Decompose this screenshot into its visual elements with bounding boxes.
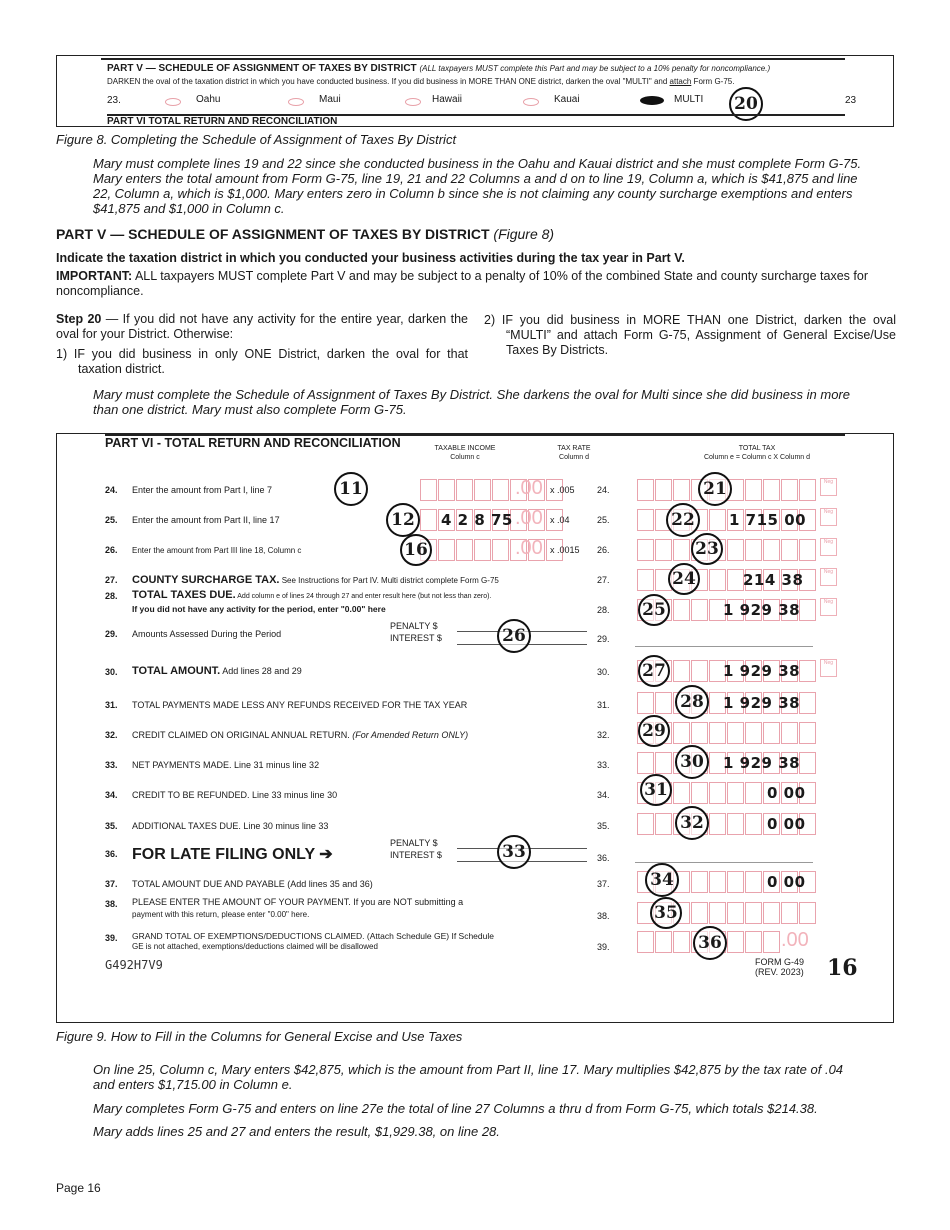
line-36-desc: FOR LATE FILING ONLY ➔ <box>132 846 333 863</box>
line-31-num-right: 31. <box>597 700 610 710</box>
rule <box>635 646 813 647</box>
callout-28: 28 <box>675 685 709 719</box>
line-25-column-c-value: 4 2 8 75 <box>441 511 513 529</box>
part-vi-title: PART VI - TOTAL RETURN AND RECONCILIATION <box>105 436 401 450</box>
line-32-num-right: 32. <box>597 730 610 740</box>
line-32-num: 32. <box>105 730 118 740</box>
rule <box>101 58 845 60</box>
line-35-num-right: 35. <box>597 821 610 831</box>
line-25-cents: .00 <box>515 507 543 529</box>
line-27-num: 27. <box>105 575 118 585</box>
callout-11: 11 <box>334 472 368 506</box>
page-number: Page 16 <box>56 1181 101 1195</box>
line-39-num-right: 39. <box>597 942 610 952</box>
line-38-num-right: 38. <box>597 911 610 921</box>
section-heading: PART V — SCHEDULE OF ASSIGNMENT OF TAXES BY DISTRICT (Figure 8) <box>56 226 555 242</box>
callout-31: 31 <box>640 774 672 806</box>
callout-30: 30 <box>675 745 709 779</box>
step-20-item-2: 2) IF you did business in MORE THAN one District, darken the oval “MULTI” and attach Form G-75, Assignment of General Excise/Use Taxes By Districts. <box>484 313 896 357</box>
part-v-instruction: DARKEN the oval of the taxation district in which you have conducted business. If you did business in MORE THAN ONE district, darken the oval "MULTI" and attach Form G-75. <box>107 77 735 86</box>
callout-27: 27 <box>638 655 670 687</box>
column-c-header: TAXABLE INCOME Column c <box>434 445 496 461</box>
line-37-num: 37. <box>105 879 118 889</box>
callout-26: 26 <box>497 619 531 653</box>
line-39-num: 39. <box>105 933 118 943</box>
kauai-oval[interactable] <box>523 98 539 106</box>
neg-tag: Neg <box>820 659 837 677</box>
line-30-desc: TOTAL AMOUNT. Add lines 28 and 29 <box>132 665 302 677</box>
district-maui: Maui <box>319 94 341 105</box>
line-30-num: 30. <box>105 667 118 677</box>
line-25-num-right: 25. <box>597 515 610 525</box>
line-29-desc: Amounts Assessed During the Period <box>132 629 282 639</box>
multi-oval-filled[interactable] <box>640 96 664 105</box>
figure-8-caption: Figure 8. Completing the Schedule of Assignment of Taxes By District <box>56 132 457 147</box>
callout-29: 29 <box>638 715 670 747</box>
line-24-num: 24. <box>105 485 118 495</box>
line-29-num-right: 29. <box>597 634 610 644</box>
line-25-column-e-value: 1 715 00 <box>729 511 807 529</box>
line-25-desc: Enter the amount from Part II, line 17 <box>132 515 280 525</box>
callout-21: 21 <box>698 472 732 506</box>
line-33-num: 33. <box>105 760 118 770</box>
line-34-desc: CREDIT TO BE REFUNDED. Line 33 minus line 30 <box>132 790 338 800</box>
paragraph-mary-multi: Mary must complete the Schedule of Assignment of Taxes By District. She darkens the oval for Multi since she did business in more than one district. Mary must also complete Form G-75. <box>93 387 850 417</box>
line-33-desc: NET PAYMENTS MADE. Line 31 minus line 32 <box>132 760 320 770</box>
form-barcode-text: G492H7V9 <box>105 958 163 972</box>
line-36-num-right: 36. <box>597 853 610 863</box>
callout-23: 23 <box>691 533 723 565</box>
line-38-desc: PLEASE ENTER THE AMOUNT OF YOUR PAYMENT. If you are NOT submitting a <box>132 897 464 907</box>
line-24-num-right: 24. <box>597 485 610 495</box>
line-27-column-e-value: 214 38 <box>743 571 804 589</box>
important-note: IMPORTANT: ALL taxpayers MUST complete Part V and may be subject to a penalty of 10% of the combined State and county surcharge taxes for noncompliance. <box>56 269 868 298</box>
part-vi-cut-heading: PART VI TOTAL RETURN AND RECONCILIATION <box>107 116 338 127</box>
line-26-column-e-boxes[interactable] <box>637 539 817 561</box>
line-26-rate: x .0015 <box>550 545 580 555</box>
callout-32: 32 <box>675 806 709 840</box>
line-27-desc: COUNTY SURCHARGE TAX. See Instructions for Part IV. Multi district complete Form G-75 <box>132 574 499 586</box>
line-33-num-right: 33. <box>597 760 610 770</box>
line-25-num: 25. <box>105 515 118 525</box>
line-26-num: 26. <box>105 545 118 555</box>
line-38-num: 38. <box>105 899 118 909</box>
line-24-cents: .00 <box>515 477 543 499</box>
line-35-column-e-value: 0 00 <box>767 815 806 833</box>
maui-oval[interactable] <box>288 98 304 106</box>
line-26-cents: .00 <box>515 537 543 559</box>
hawaii-oval[interactable] <box>405 98 421 106</box>
line-29-num: 29. <box>105 629 118 639</box>
neg-tag: Neg <box>820 478 837 496</box>
line-36-num: 36. <box>105 849 118 859</box>
line-28-column-e-value: 1 929 38 <box>723 601 801 619</box>
attach-word: attach <box>669 77 692 86</box>
line-34-column-e-value: 0 00 <box>767 784 806 802</box>
line-32-desc: CREDIT CLAIMED ON ORIGINAL ANNUAL RETURN. (For Amended Return ONLY) <box>132 730 469 740</box>
step-20-item-1: 1) IF you did business in only ONE District, darken the oval for that taxation district. <box>56 347 468 376</box>
callout-16: 16 <box>400 534 432 566</box>
neg-tag: Neg <box>820 508 837 526</box>
line-37-column-e-value: 0 00 <box>767 873 806 891</box>
line-37-num-right: 37. <box>597 879 610 889</box>
line-30-num-right: 30. <box>597 667 610 677</box>
district-hawaii: Hawaii <box>432 94 463 105</box>
line-39-desc: GRAND TOTAL OF EXEMPTIONS/DEDUCTIONS CLAIMED. (Attach Schedule GE) If Schedule <box>132 931 494 941</box>
line-28-desc-2: If you did not have any activity for the period, enter "0.00" here <box>132 604 386 614</box>
figure-9-form-image <box>56 433 894 1023</box>
line-34-num-right: 34. <box>597 790 610 800</box>
line-26-num-right: 26. <box>597 545 610 555</box>
line-26-desc: Enter the amount from Part III line 18, Column c <box>132 546 302 555</box>
line-23-label-right: 23 <box>845 95 857 106</box>
line-39-cents: .00 <box>781 929 809 951</box>
callout-22: 22 <box>666 503 700 537</box>
callout-36: 36 <box>693 926 727 960</box>
paragraph-mary-lines-19-22: Mary must complete lines 19 and 22 since she conducted business in the Oahu and Kauai district and she must complete Form G-75. Mary enters the total amount from Form G-75, line 19, 21 and 22 Columns a and d on to line 19, Column a, which is $41,875 and line 22, Column a, which is $1,000. Mary enters zero in Column b since she is not claiming any county surcharge exemptions and enters $41,875 and $1,000 in Column c. <box>93 156 862 216</box>
line-31-num: 31. <box>105 700 118 710</box>
district-oahu: Oahu <box>196 94 221 105</box>
callout-33: 33 <box>497 835 531 869</box>
line-35-num: 35. <box>105 821 118 831</box>
line-35-desc: ADDITIONAL TAXES DUE. Line 30 minus line 33 <box>132 821 329 831</box>
callout-12: 12 <box>386 503 420 537</box>
callout-34: 34 <box>645 863 679 897</box>
paragraph-line-27: Mary completes Form G-75 and enters on line 27e the total of line 27 Columns a thru d from Form G-75, which totals $214.38. <box>93 1101 818 1116</box>
instruction-bold: Indicate the taxation district in which you conducted your business activities during the tax year in Part V. <box>56 251 685 265</box>
line-31-column-e-value: 1 929 38 <box>723 694 801 712</box>
line-33-column-e-value: 1 929 38 <box>723 754 801 772</box>
step-20: Step 20 — If you did not have any activity for the entire year, darken the oval for your District. Otherwise: <box>56 312 468 341</box>
paragraph-line-25: On line 25, Column c, Mary enters $42,875, which is the amount from Part II, line 17. Mary multiplies $42,875 by the tax rate of .04 and enters $1,715.00 in Column e. <box>93 1062 844 1092</box>
line-38-desc-2: payment with this return, please enter "0.00" here. <box>132 910 310 919</box>
line-31-desc: TOTAL PAYMENTS MADE LESS ANY REFUNDS RECEIVED FOR THE TAX YEAR <box>132 700 468 710</box>
figure-8-form-image <box>56 55 894 127</box>
callout-24: 24 <box>668 563 700 595</box>
district-kauai: Kauai <box>554 94 580 105</box>
line-34-num: 34. <box>105 790 118 800</box>
line-39-desc-2: GE is not attached, exemptions/deductions claimed will be disallowed <box>132 942 378 951</box>
line-25-rate: x .04 <box>550 515 570 525</box>
line-28-num-right: 28. <box>597 605 610 615</box>
figure-reference: (Figure 8) <box>493 226 555 242</box>
line-24-rate: x .005 <box>550 485 575 495</box>
line-30-column-e-value: 1 929 38 <box>723 662 801 680</box>
column-e-header: TOTAL TAX Column e = Column c X Column d <box>703 445 811 461</box>
neg-tag: Neg <box>820 568 837 586</box>
part-v-title: PART V — SCHEDULE OF ASSIGNMENT OF TAXES BY DISTRICT (ALL taxpayers MUST complete this Part and may be subject to a 10% penalty for noncompliance.) <box>107 63 771 74</box>
form-page-number: 16 <box>827 955 858 981</box>
line-28-num: 28. <box>105 591 118 601</box>
figure-9-caption: Figure 9. How to Fill in the Columns for General Excise and Use Taxes <box>56 1029 463 1044</box>
line-23-label: 23. <box>107 95 121 106</box>
line-37-desc: TOTAL AMOUNT DUE AND PAYABLE (Add lines 35 and 36) <box>132 879 373 889</box>
district-multi: MULTI <box>674 94 704 105</box>
callout-35: 35 <box>650 897 682 929</box>
line-28-desc: TOTAL TAXES DUE. Add column e of lines 24 through 27 and enter result here (but not less than zero). <box>132 589 492 601</box>
part-v-note: (ALL taxpayers MUST complete this Part and may be subject to a 10% penalty for noncompliance.) <box>419 64 771 73</box>
callout-25: 25 <box>638 594 670 626</box>
neg-tag: Neg <box>820 598 837 616</box>
neg-tag: Neg <box>820 538 837 556</box>
line-24-desc: Enter the amount from Part I, line 7 <box>132 485 273 495</box>
form-id: FORM G-49 (REV. 2023) <box>755 957 805 977</box>
line-29-penalty-interest: PENALTY $ INTEREST $ <box>390 621 442 643</box>
oahu-oval[interactable] <box>165 98 181 106</box>
line-27-num-right: 27. <box>597 575 610 585</box>
line-36-penalty-interest: PENALTY $ INTEREST $ <box>390 838 442 860</box>
callout-20: 20 <box>729 87 763 121</box>
column-d-header: TAX RATE Column d <box>557 445 591 461</box>
paragraph-line-28: Mary adds lines 25 and 27 and enters the result, $1,929.38, on line 28. <box>93 1124 500 1139</box>
